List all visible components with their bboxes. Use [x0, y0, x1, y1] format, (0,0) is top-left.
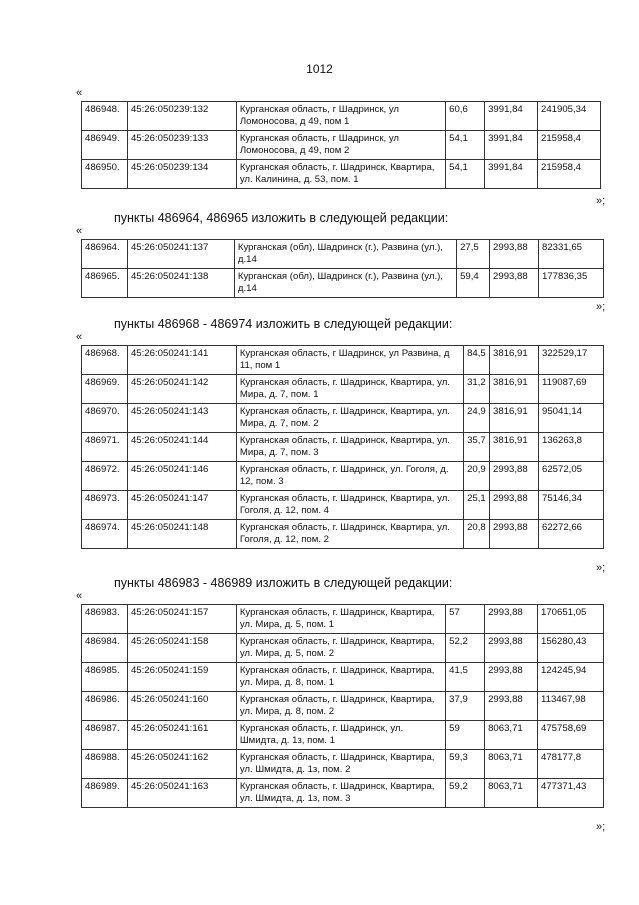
area-cell: 31,2: [464, 375, 490, 404]
table-row: [82, 779, 604, 808]
item-number-cell: 486948.: [82, 102, 128, 131]
rate-cell: 2993,88: [485, 605, 538, 634]
address-cell: Курганская область, г. Шадринск, Квартира, ул. Мира, д. 5, пом. 1: [236, 605, 445, 634]
item-number-cell: 486965.: [82, 269, 128, 298]
item-number-cell: 486985.: [82, 663, 128, 692]
close-mark: »;: [596, 195, 606, 207]
value-cell: 177836,35: [539, 269, 604, 298]
table-row: [82, 131, 601, 160]
rate-cell: 2993,88: [485, 634, 538, 663]
address-cell: Курганская область, г. Шадринск, ул. Шмидта, д. 1з, пом. 1: [236, 721, 445, 750]
item-number-cell: 486988.: [82, 750, 128, 779]
rate-cell: 3991,84: [485, 102, 538, 131]
cadastral-number-cell: 45:26:050241:163: [127, 779, 236, 808]
area-cell: 24,9: [464, 404, 490, 433]
area-cell: 27,5: [457, 240, 490, 269]
area-cell: 57: [446, 605, 485, 634]
rate-cell: 8063,71: [485, 750, 538, 779]
address-cell: Курганская область, г. Шадринск, Квартира, ул. Мира, д. 7, пом. 1: [236, 375, 463, 404]
open-quote: «: [76, 87, 83, 99]
open-quote: «: [76, 331, 83, 343]
area-cell: 54,1: [446, 131, 485, 160]
address-cell: Курганская область, г. Шадринск, Квартира, ул. Мира, д. 8, пом. 1: [236, 663, 445, 692]
address-cell: Курганская область, г. Шадринск, Квартира, ул. Мира, д. 8, пом. 2: [236, 692, 445, 721]
area-cell: 20,8: [464, 520, 490, 549]
registry-table: [81, 604, 604, 808]
rate-cell: 2993,88: [490, 462, 539, 491]
address-cell: Курганская (обл), Шадринск (г.), Развина (ул.), д.14: [234, 269, 456, 298]
value-cell: 477371,43: [538, 779, 604, 808]
value-cell: 124245,94: [538, 663, 604, 692]
address-cell: Курганская область, г. Шадринск, Квартира, ул. Шмидта, д. 1з, пом. 2: [236, 750, 445, 779]
value-cell: 62572,05: [539, 462, 604, 491]
area-cell: 59,2: [446, 779, 485, 808]
address-cell: Курганская область, г. Шадринск, Квартира, ул. Шмидта, д. 1з, пом. 3: [236, 779, 445, 808]
rate-cell: 2993,88: [490, 491, 539, 520]
address-cell: Курганская область, г. Шадринск, Квартира, ул. Мира, д. 7, пом. 2: [236, 404, 463, 433]
rate-cell: 3816,91: [490, 404, 539, 433]
value-cell: 119087,69: [539, 375, 604, 404]
value-cell: 478177,8: [538, 750, 604, 779]
item-number-cell: 486968.: [82, 346, 128, 375]
area-cell: 59,4: [457, 269, 490, 298]
table-row: [82, 692, 604, 721]
table-row: [82, 269, 604, 298]
cadastral-number-cell: 45:26:050241:159: [127, 663, 236, 692]
item-number-cell: 486970.: [82, 404, 128, 433]
value-cell: 215958,4: [538, 131, 601, 160]
value-cell: 75146,34: [539, 491, 604, 520]
cadastral-number-cell: 45:26:050241:143: [127, 404, 236, 433]
area-cell: 52,2: [446, 634, 485, 663]
address-cell: Курганская (обл), Шадринск (г.), Развина (ул.), д.14: [234, 240, 456, 269]
value-cell: 136263,8: [539, 433, 604, 462]
rate-cell: 2993,88: [485, 663, 538, 692]
cadastral-number-cell: 45:26:050241:158: [127, 634, 236, 663]
table-row: [82, 346, 604, 375]
section-intro: пункты 486964, 486965 изложить в следующей редакции:: [114, 211, 449, 225]
cadastral-number-cell: 45:26:050241:137: [127, 240, 234, 269]
area-cell: 35,7: [464, 433, 490, 462]
rate-cell: 2993,88: [490, 269, 539, 298]
table-row: [82, 102, 601, 131]
table-row: [82, 750, 604, 779]
address-cell: Курганская область, г. Шадринск, Квартира, ул. Мира, д. 5, пом. 2: [236, 634, 445, 663]
cadastral-number-cell: 45:26:050241:162: [127, 750, 236, 779]
close-mark: »;: [596, 562, 606, 574]
item-number-cell: 486986.: [82, 692, 128, 721]
cadastral-number-cell: 45:26:050241:146: [127, 462, 236, 491]
rate-cell: 8063,71: [485, 779, 538, 808]
area-cell: 60,6: [446, 102, 485, 131]
open-quote: «: [76, 590, 83, 602]
cadastral-number-cell: 45:26:050241:147: [127, 491, 236, 520]
area-cell: 59,3: [446, 750, 485, 779]
rate-cell: 2993,88: [490, 240, 539, 269]
address-cell: Курганская область, г. Шадринск, Квартира, ул. Гоголя, д. 12, пом. 2: [236, 520, 463, 549]
area-cell: 20,9: [464, 462, 490, 491]
value-cell: 156280,43: [538, 634, 604, 663]
cadastral-number-cell: 45:26:050241:141: [127, 346, 236, 375]
table-row: [82, 721, 604, 750]
area-cell: 84,5: [464, 346, 490, 375]
area-cell: 25,1: [464, 491, 490, 520]
address-cell: Курганская область, г Шадринск, ул Ломоносова, д 49, пом 2: [236, 131, 445, 160]
cadastral-number-cell: 45:26:050239:134: [127, 160, 236, 189]
cadastral-number-cell: 45:26:050241:161: [127, 721, 236, 750]
cadastral-number-cell: 45:26:050241:142: [127, 375, 236, 404]
table-row: [82, 663, 604, 692]
item-number-cell: 486972.: [82, 462, 128, 491]
cadastral-number-cell: 45:26:050241:148: [127, 520, 236, 549]
value-cell: 322529,17: [539, 346, 604, 375]
registry-table: [81, 239, 604, 298]
address-cell: Курганская область, г. Шадринск, ул. Гоголя, д. 12, пом. 3: [236, 462, 463, 491]
address-cell: Курганская область, г. Шадринск, Квартира, ул. Гоголя, д. 12, пом. 4: [236, 491, 463, 520]
table-row: [82, 404, 604, 433]
item-number-cell: 486984.: [82, 634, 128, 663]
section-intro: пункты 486983 - 486989 изложить в следующей редакции:: [114, 576, 453, 590]
table-row: [82, 240, 604, 269]
area-cell: 54,1: [446, 160, 485, 189]
value-cell: 170651,05: [538, 605, 604, 634]
close-mark: »;: [596, 821, 606, 833]
cadastral-number-cell: 45:26:050239:132: [127, 102, 236, 131]
item-number-cell: 486971.: [82, 433, 128, 462]
value-cell: 95041,14: [539, 404, 604, 433]
table-row: [82, 605, 604, 634]
item-number-cell: 486950.: [82, 160, 128, 189]
rate-cell: 3816,91: [490, 346, 539, 375]
item-number-cell: 486949.: [82, 131, 128, 160]
cadastral-number-cell: 45:26:050241:144: [127, 433, 236, 462]
open-quote: «: [76, 225, 83, 237]
address-cell: Курганская область, г Шадринск, ул Развина, д 11, пом 1: [236, 346, 463, 375]
registry-table: [81, 345, 604, 549]
section-intro: пункты 486968 - 486974 изложить в следующей редакции:: [114, 317, 453, 331]
cadastral-number-cell: 45:26:050241:138: [127, 269, 234, 298]
item-number-cell: 486964.: [82, 240, 128, 269]
area-cell: 37,9: [446, 692, 485, 721]
table-row: [82, 375, 604, 404]
value-cell: 62272,66: [539, 520, 604, 549]
item-number-cell: 486969.: [82, 375, 128, 404]
rate-cell: 3816,91: [490, 375, 539, 404]
value-cell: 241905,34: [538, 102, 601, 131]
page-number: 1012: [306, 62, 333, 76]
item-number-cell: 486989.: [82, 779, 128, 808]
value-cell: 113467,98: [538, 692, 604, 721]
cadastral-number-cell: 45:26:050241:160: [127, 692, 236, 721]
item-number-cell: 486973.: [82, 491, 128, 520]
rate-cell: 2993,88: [490, 520, 539, 549]
rate-cell: 3991,84: [485, 131, 538, 160]
value-cell: 215958,4: [538, 160, 601, 189]
value-cell: 475758,69: [538, 721, 604, 750]
area-cell: 41,5: [446, 663, 485, 692]
item-number-cell: 486983.: [82, 605, 128, 634]
rate-cell: 3991,84: [485, 160, 538, 189]
item-number-cell: 486987.: [82, 721, 128, 750]
rate-cell: 2993,88: [485, 692, 538, 721]
close-mark: »;: [596, 301, 606, 313]
rate-cell: 3816,91: [490, 433, 539, 462]
table-row: [82, 433, 604, 462]
table-row: [82, 520, 604, 549]
table-row: [82, 491, 604, 520]
table-row: [82, 462, 604, 491]
table-row: [82, 634, 604, 663]
cadastral-number-cell: 45:26:050241:157: [127, 605, 236, 634]
cadastral-number-cell: 45:26:050239:133: [127, 131, 236, 160]
rate-cell: 8063,71: [485, 721, 538, 750]
area-cell: 59: [446, 721, 485, 750]
table-row: [82, 160, 601, 189]
address-cell: Курганская область, г Шадринск, ул Ломоносова, д 49, пом 1: [236, 102, 445, 131]
address-cell: Курганская область, г. Шадринск, Квартира, ул. Мира, д. 7, пом. 3: [236, 433, 463, 462]
value-cell: 82331,65: [539, 240, 604, 269]
address-cell: Курганская область, г. Шадринск, Квартира, ул. Калинина, д. 53, пом. 1: [236, 160, 445, 189]
item-number-cell: 486974.: [82, 520, 128, 549]
registry-table: [81, 101, 601, 189]
